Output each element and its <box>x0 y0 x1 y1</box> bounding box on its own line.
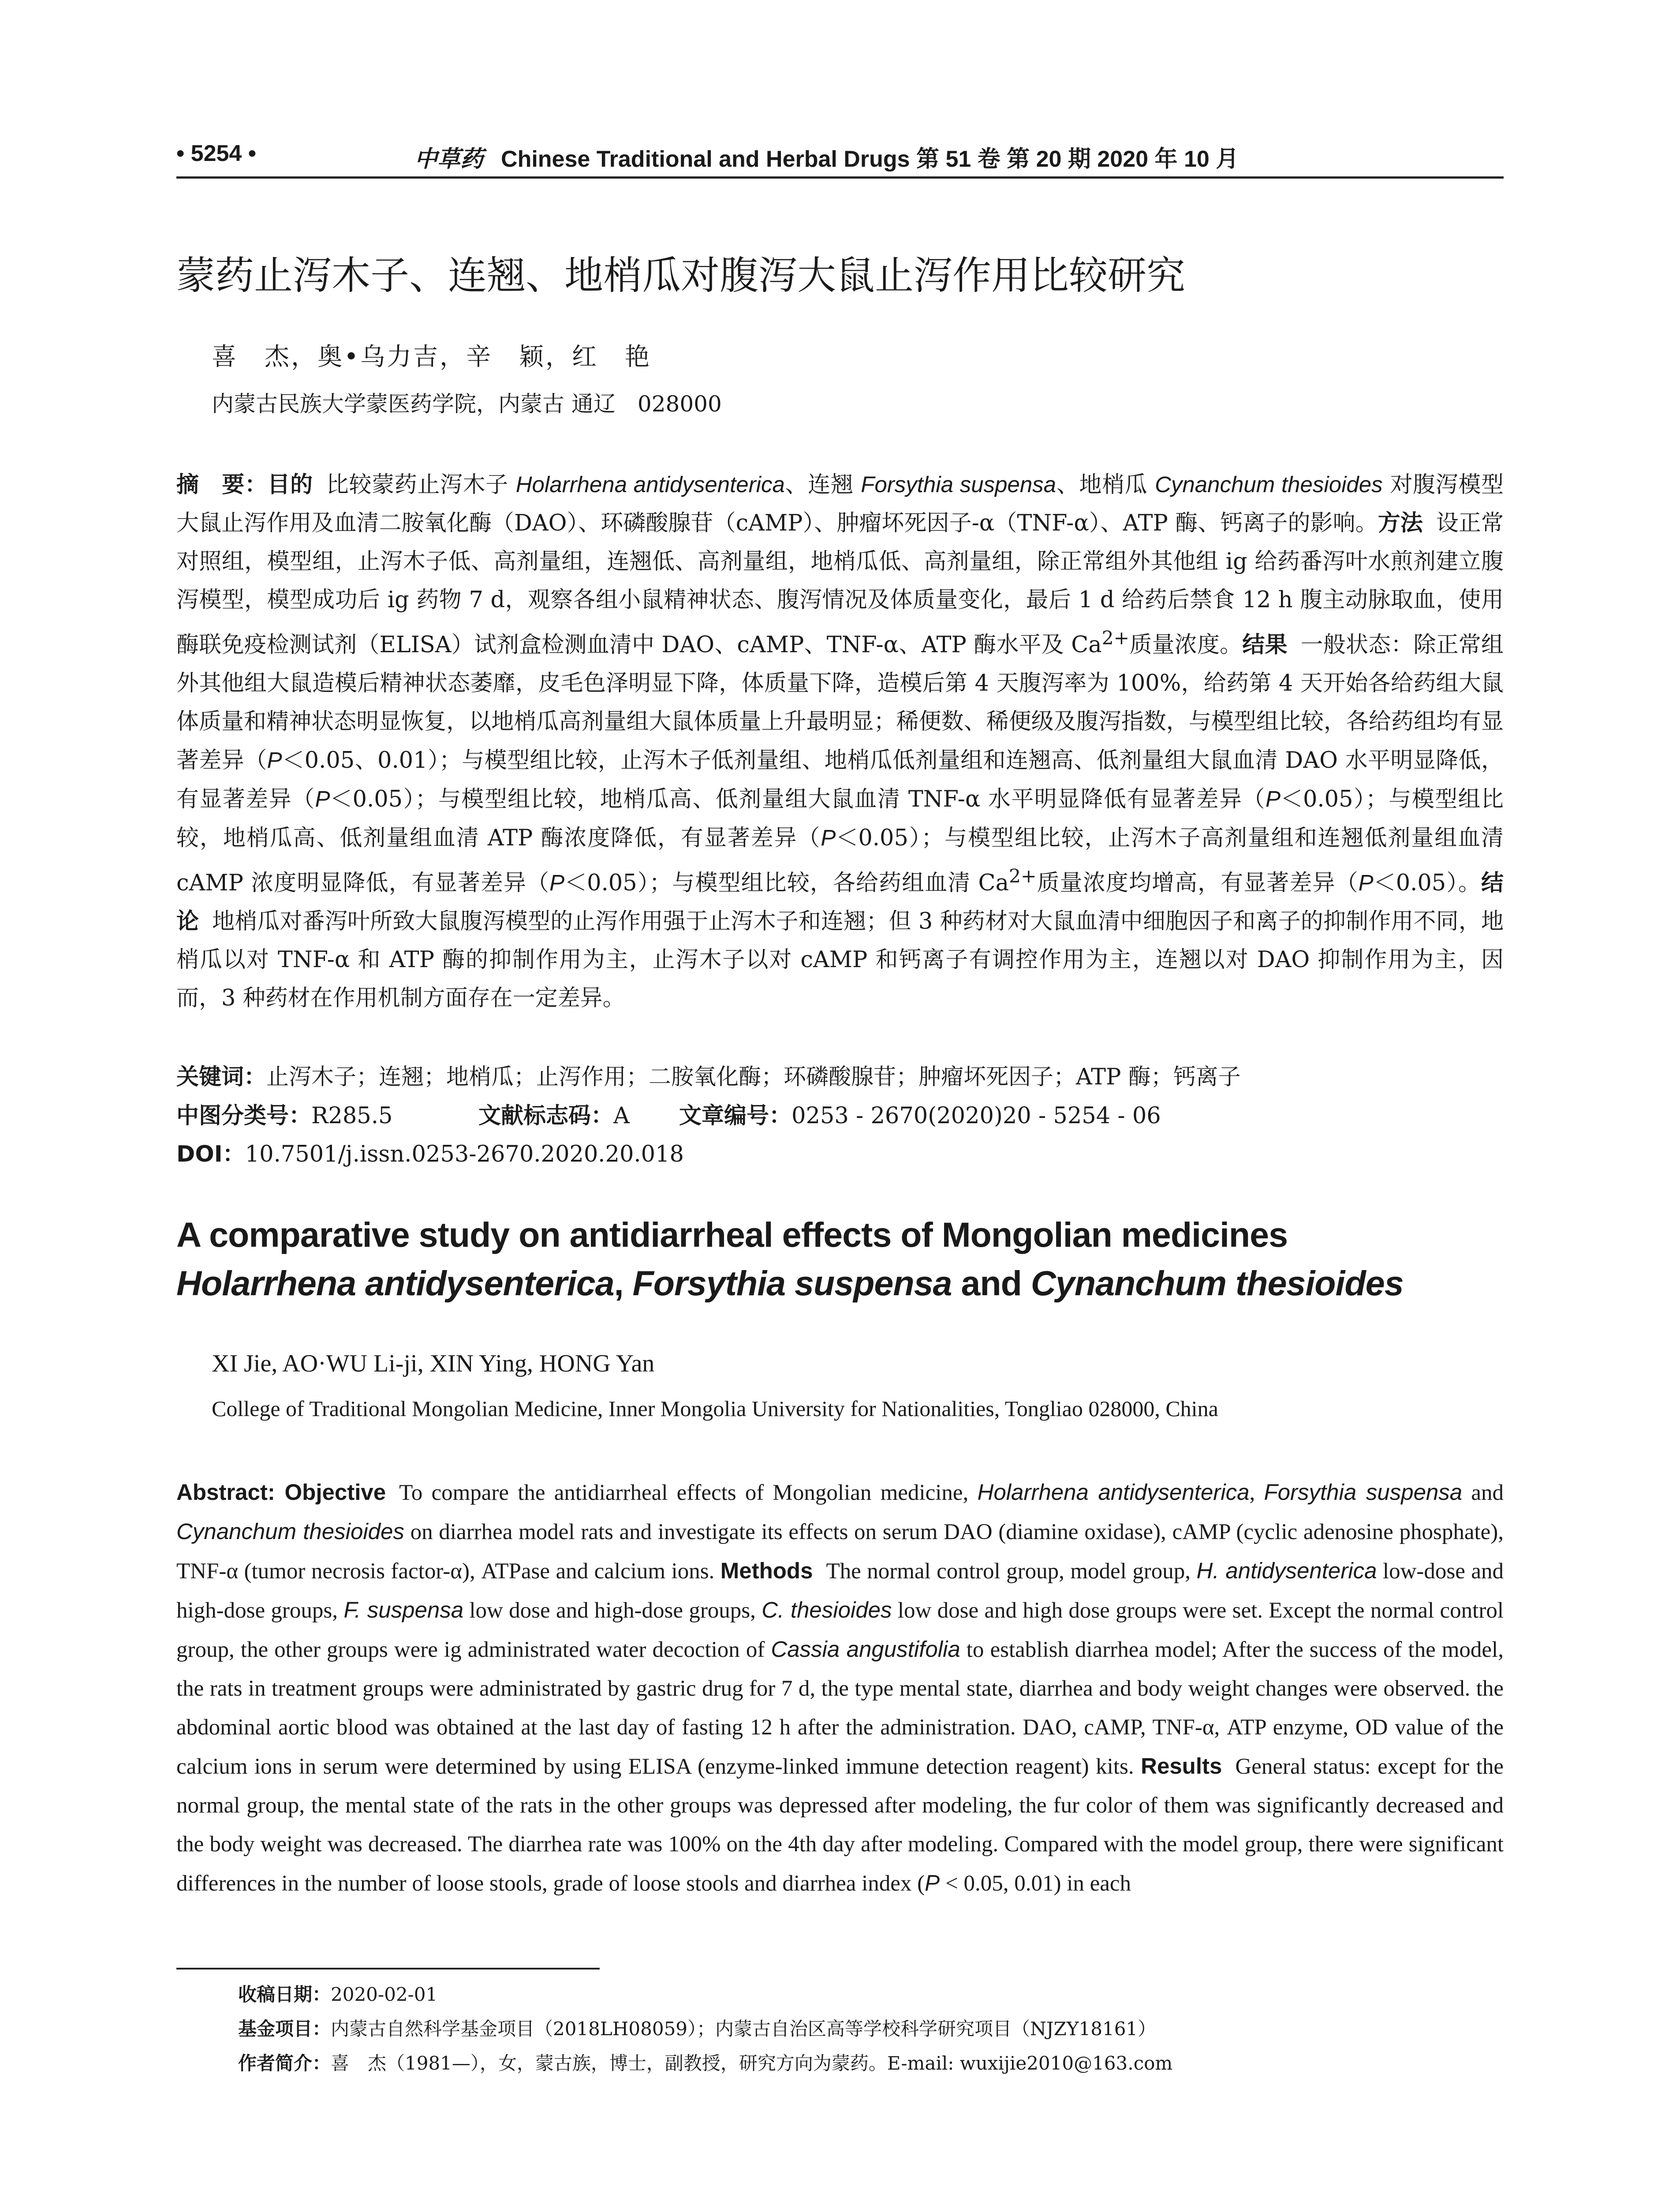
abstract-text: , <box>1249 1480 1264 1505</box>
abstract-text: ＜0.05）。 <box>1373 870 1481 896</box>
footnote-author <box>238 2049 1172 2075</box>
chinese-abstract <box>176 465 1504 1017</box>
en-results-label: Results <box>1141 1753 1222 1779</box>
chinese-affiliation: 内蒙古民族大学蒙医药学院，内蒙古 通辽 028000 <box>212 391 722 417</box>
footnote-text: 喜 杰（1981—），女，蒙古族，博士，副教授，研究方向为蒙药。E-mail: wuxijie2010@163.com <box>331 2052 1173 2074</box>
species-name: C. thesioides <box>762 1597 892 1622</box>
keywords-label: 关键词： <box>176 1064 267 1090</box>
footnote-text: 2020-02-01 <box>331 1984 438 2005</box>
abstract-text: on diarrhea model rats and investigate its effects on serum DAO (diamine oxidase), cAMP (cyclic adenosine phosphate), TNF-α (tumor necrosis factor-α), ATPase and calcium ions. <box>176 1520 1504 1584</box>
doi-label: DOI： <box>176 1141 245 1167</box>
abstract-text: The normal control group, model group, <box>826 1559 1197 1584</box>
english-title-line1: A comparative study on antidiarrheal effects of Mongolian medicines <box>176 1215 1288 1254</box>
doi-value: 10.7501/j.issn.0253-2670.2020.20.018 <box>245 1141 684 1167</box>
title-text: , <box>614 1263 633 1303</box>
abstract-text: ＜0.05）；与模型组比较，止泻木子高剂量组和连翘低剂量组血清 cAMP 浓度明显降低，有显著差异（ <box>176 825 1504 896</box>
species-name: Cynanchum thesioides <box>1030 1263 1404 1303</box>
article-no-label: 文章编号： <box>679 1103 792 1129</box>
clc-label: 中图分类号： <box>176 1103 312 1129</box>
english-title <box>176 1211 1504 1308</box>
en-objective-label: Abstract: Objective <box>176 1480 386 1505</box>
abstract-text: 、地梢瓜 <box>1056 472 1155 498</box>
abstract-text: 对腹泻模型大鼠止泻作用及血清二胺氧化酶（DAO）、环磷酸腺苷（cAMP）、肿瘤坏死因子-α（TNF-α）、ATP 酶、钙离子的影响。 <box>176 472 1504 536</box>
abstract-text: ＜0.05、0.01）；与模型组比较，止泻木子低剂量组、地梢瓜低剂量组和连翘高、低剂量组大鼠血清 DAO 水平明显降低，有显著差异（ <box>176 747 1504 812</box>
english-title-line2 <box>176 1259 1504 1308</box>
abstract-text: 质量浓度。 <box>1129 632 1243 658</box>
abstract-text: ＜0.05）；与模型组比较，地梢瓜高、低剂量组大鼠血清 TNF-α 水平明显降低有显著差异（ <box>330 786 1266 812</box>
footnote-label: 收稿日期： <box>238 1984 331 2005</box>
species-name: Cassia angustifolia <box>771 1637 960 1662</box>
abstract-text: low dose and high dose groups were set. Except the normal control group, the other groups were ig administrated water decoction of <box>176 1598 1504 1662</box>
species-name: H. antidysenterica <box>1196 1558 1377 1583</box>
abstract-text: ＜0.05）；与模型组比较，地梢瓜高、低剂量组血清 ATP 酶浓度降低，有显著差异（ <box>176 786 1504 851</box>
species-name: Forsythia suspensa <box>632 1263 952 1303</box>
p-value-symbol: P <box>925 1870 940 1895</box>
species-name: Holarrhena antidysenterica <box>977 1480 1250 1505</box>
abstract-text: low dose and high-dose groups, <box>463 1598 762 1623</box>
p-value-symbol: P <box>315 786 330 811</box>
english-authors: XI Jie, AO·WU Li-ji, XIN Ying, HONG Yan <box>212 1350 655 1377</box>
species-name: Holarrhena antidysenterica <box>515 472 785 497</box>
chinese-title: 蒙药止泻木子、连翘、地梢瓜对腹泻大鼠止泻作用比较研究 <box>176 253 1186 298</box>
abstract-text: 地梢瓜对番泻叶所致大鼠腹泻模型的止泻作用强于止泻木子和连翘；但 3 种药材对大鼠血清中细胞因子和离子的抑制作用不同，地梢瓜以对 TNF-α 和 ATP 酶的抑制作用为主，止泻木子以对 cAMP 和钙离子有调控作用为主，连翘以对 DAO 抑制作用为主，因而，3 种药材在作用机制方面存在一定差异。 <box>176 908 1504 1011</box>
footnote-fund <box>238 2014 1156 2041</box>
abstract-text: General status: except for the normal group, the mental state of the rats in the other groups was depressed after modeling, the fur color of them was significantly decreased and the body weight was decreased. The diarrhea rate was 100% on the 4th day after modeling. Compared with the model group, there were significant differences in the number of loose stools, grade of loose stools and diarrhea index ( <box>176 1754 1504 1896</box>
doc-code-value: A <box>613 1103 630 1129</box>
species-name: Forsythia suspensa <box>861 472 1057 497</box>
species-name: Forsythia suspensa <box>1264 1480 1463 1505</box>
journal-title <box>414 140 1239 173</box>
abstract-text: 比较蒙药止泻木子 <box>326 472 516 498</box>
keywords-value: 止泻木子；连翘；地梢瓜；止泻作用；二胺氧化酶；环磷酸腺苷；肿瘤坏死因子；ATP 酶；钙离子 <box>266 1064 1241 1090</box>
abstract-label: 摘 要： <box>176 472 268 498</box>
english-affiliation: College of Traditional Mongolian Medicine, Inner Mongolia University for Nationalities, Tongliao 028000, China <box>212 1396 1218 1421</box>
article-no-value: 0253 - 2670(2020)20 - 5254 - 06 <box>791 1103 1161 1129</box>
footnote-text: 内蒙古自然科学基金项目（2018LH08059）；内蒙古自治区高等学校科学研究项目（NJZY18161） <box>331 2018 1157 2040</box>
methods-label: 方法 <box>1378 510 1423 536</box>
english-abstract <box>176 1473 1504 1903</box>
objective-label: 目的 <box>267 472 313 498</box>
species-name: Cynanchum thesioides <box>1155 472 1383 497</box>
abstract-text: 设正常对照组，模型组，止泻木子低、高剂量组，连翘低、高剂量组，地梢瓜低、高剂量组，除正常组外其他组 ig 给药番泻叶水煎剂建立腹泻模型，模型成功后 ig 药物 7 d，观察各组小鼠精神状态、腹泻情况及体质量变化，最后 1 d 给药后禁食 12 h 腹主动脉取血，使用酶联免疫检测试剂（ELISA）试剂盒检测血清中 DAO、cAMP、TNF-α、ATP 酶水平及 Ca <box>176 510 1504 658</box>
abstract-text: to establish diarrhea model; After the success of the model, the rats in treatment groups were administrated by gastric drug for 7 d, the type mental state, diarrhea and body weight changes were observed. the abdominal aortic blood was obtained at the last day of fasting 12 h after the administration. DAO, cAMP, TNF-α, ATP enzyme, OD value of the calcium ions in serum were determined by using ELISA (enzyme-linked immune detection reagent) kits. <box>176 1637 1504 1779</box>
footnote-label: 基金项目： <box>238 2018 331 2040</box>
superscript: 2+ <box>1101 628 1130 649</box>
journal-title-en: Chinese Traditional and Herbal Drugs <box>501 146 910 172</box>
abstract-text: To compare the antidiarrheal effects of Mongolian medicine, <box>399 1480 978 1505</box>
abstract-text: 质量浓度均增高，有显著差异（ <box>1036 870 1359 896</box>
doc-code-label: 文献标志码： <box>478 1103 614 1129</box>
title-text: and <box>952 1263 1031 1303</box>
footnote-label: 作者简介： <box>238 2052 331 2074</box>
abstract-text: 一般状态：除正常组外其他组大鼠造模后精神状态萎靡，皮毛色泽明显下降，体质量下降，造模后第 4 天腹泻率为 100%，给药第 4 天开始各给药组大鼠体质量和精神状态明显恢复，以地梢瓜高剂量组大鼠体质量上升最明显；稀便数、稀便级及腹泻指数，与模型组比较，各给药组均有显著差异（ <box>176 632 1504 774</box>
species-name: Cynanchum thesioides <box>176 1519 404 1544</box>
abstract-text: < 0.05, 0.01) in each <box>940 1871 1131 1896</box>
footnote-received <box>238 1980 437 2007</box>
abstract-text: low-dose and high-dose groups, <box>176 1559 1504 1623</box>
chinese-authors: 喜 杰，奥•乌力吉，辛 颖，红 艳 <box>212 343 652 371</box>
p-value-symbol: P <box>549 870 565 895</box>
species-name: Holarrhena antidysenterica <box>176 1263 614 1303</box>
abstract-text: 、连翘 <box>784 472 861 498</box>
clc-value: R285.5 <box>311 1103 393 1129</box>
journal-title-cn: 中草药 <box>414 146 484 172</box>
p-value-symbol: P <box>1358 870 1374 895</box>
conclusion-label: 结论 <box>176 870 1504 934</box>
en-methods-label: Methods <box>720 1558 813 1583</box>
abstract-text: ＜0.05）；与模型组比较，各给药组血清 Ca <box>564 870 1009 896</box>
keywords <box>176 1058 1241 1091</box>
doi-line <box>176 1136 684 1168</box>
abstract-text: and <box>1462 1480 1504 1505</box>
superscript: 2+ <box>1008 866 1037 887</box>
results-label: 结果 <box>1242 632 1288 658</box>
page-number: • 5254 • <box>176 141 256 166</box>
header-rule <box>176 176 1504 179</box>
p-value-symbol: P <box>267 747 282 773</box>
running-header <box>176 136 1504 171</box>
species-name: F. suspensa <box>343 1597 464 1622</box>
journal-issue: 第 51 卷 第 20 期 2020 年 10 月 <box>916 146 1239 172</box>
p-value-symbol: P <box>1265 786 1281 811</box>
footnote-rule <box>176 1968 600 1970</box>
p-value-symbol: P <box>821 825 836 850</box>
